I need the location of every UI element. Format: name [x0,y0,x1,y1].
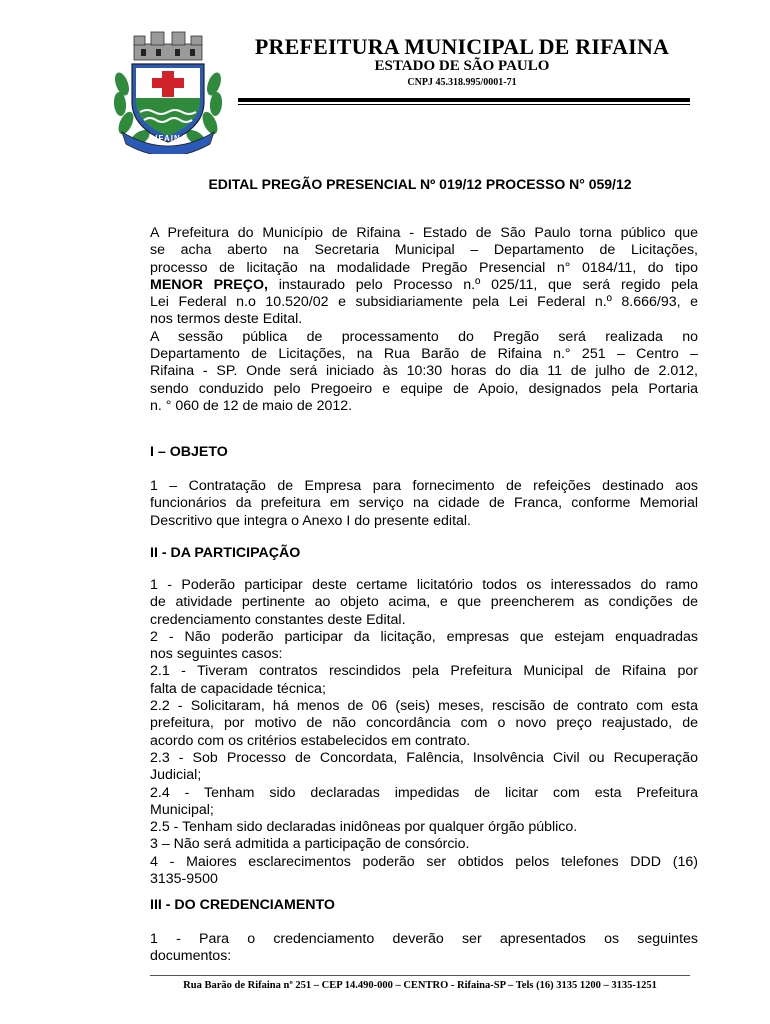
text-line: nos seguintes casos: [150,646,283,663]
text-line: 3135-9500 [150,871,218,888]
bold-phrase: MENOR PREÇO, [150,276,268,293]
text-line: 2.4 - Tenham sido declaradas impedidas de licitar com esta Prefeitura [150,784,698,801]
footer-address: Rua Barão de Rifaina nº 251 – CEP 14.490-000 – CENTRO - Rifaina-SP – Tels (16) 3135 1200 – 3135-1251 [183,980,657,991]
header-rule-thick [238,98,690,102]
text-line: A Prefeitura do Município de Rifaina - Estado de São Paulo torna público que [150,225,698,241]
text-line: nos termos deste Edital. [150,311,303,328]
section-heading-objeto: I – OBJETO [150,444,228,460]
text-line: acordo com os critérios estabelecidos em contrato. [150,732,471,749]
text-line: Municipal; [150,801,214,818]
state-subtitle: ESTADO DE SÃO PAULO [374,58,550,74]
text-line: documentos: [150,948,232,965]
footer-rule [150,975,690,976]
text-line: 2.3 - Sob Processo de Concordata, Falência, Insolvência Civil ou Recuperação [150,749,698,766]
text-line: A sessão pública de processamento do Pregão será realizada no [150,328,698,345]
text-line: Descritivo que integra o Anexo I do presente edital. [150,512,471,529]
text-line: se acha aberto na Secretaria Municipal – Departamento de Licitações, [150,242,698,259]
municipality-title: PREFEITURA MUNICIPAL DE RIFAINA [254,34,670,59]
text-line: 1 - Poderão participar deste certame licitatório todos os interessados do ramo [150,577,698,593]
section-objeto-body [150,478,698,530]
text-line: de atividade pertinente ao objeto acima, e que preencherem as condições de [150,594,698,611]
section-credenciamento-body [150,931,698,966]
text-line: 3 – Não será admitida a participação de consórcio. [150,836,470,853]
text-line: processo de licitação na modalidade Pregão Presencial n° 0184/11, do tipo [150,259,698,276]
text-span: instaurado pelo Processo n.º 025/11, que será regido pela [267,276,698,293]
text-line: Departamento de Licitações, na Rua Barão de Rifaina n.° 251 – Centro – [150,346,698,363]
cnpj-line: CNPJ 45.318.995/0001-71 [407,77,517,88]
text-line: 2.2 - Solicitaram, há menos de 06 (seis) meses, rescisão de contrato com esta [150,698,698,715]
text-line: 1 - Para o credenciamento deverão ser apresentados os seguintes [150,931,698,947]
text-line: Lei Federal n.o 10.520/02 e subsidiariamente pela Lei Federal n.º 8.666/93, e [150,294,698,311]
crest-banner-text: RIFAINA [148,134,188,143]
text-line: funcionários da prefeitura em serviço na cidade de Franca, conforme Memorial [150,495,698,512]
text-line: prefeitura, por motivo de não concordância com o novo preço reajustado, de [150,715,698,732]
text-line: 4 - Maiores esclarecimentos poderão ser obtidos pelos telefones DDD (16) [150,853,698,870]
text-line [150,277,698,294]
text-line: 2.1 - Tiveram contratos rescindidos pela Prefeitura Municipal de Rifaina por [150,663,698,680]
text-line: Rifaina - SP. Onde será iniciado às 10:30 horas do dia 11 de julho de 2.012, [150,363,698,380]
text-line: sendo conduzido pelo Pregoeiro e equipe de Apoio, designados pela Portaria [150,380,698,397]
text-line: n. ° 060 de 12 de maio de 2012. [150,397,353,414]
edital-title: EDITAL PREGÃO PRESENCIAL Nº 019/12 PROCESSO N° 059/12 [208,176,632,192]
section-heading-participacao: II - DA PARTICIPAÇÃO [150,545,301,561]
text-line: credenciamento constantes deste Edital. [150,611,406,628]
section-heading-credenciamento: III - DO CREDENCIAMENTO [150,897,335,913]
text-line: 2 - Não poderão participar da licitação, empresas que estejam enquadradas [150,628,698,645]
text-line: falta de capacidade técnica; [150,680,326,697]
header-rule-thin [238,104,690,105]
text-line: 1 – Contratação de Empresa para fornecimento de refeições destinado aos [150,478,698,494]
intro-paragraph [150,225,698,415]
text-line: Judicial; [150,767,202,784]
text-line: 2.5 - Tenham sido declaradas inidôneas por qualquer órgão público. [150,819,578,836]
section-participacao-body [150,577,698,888]
